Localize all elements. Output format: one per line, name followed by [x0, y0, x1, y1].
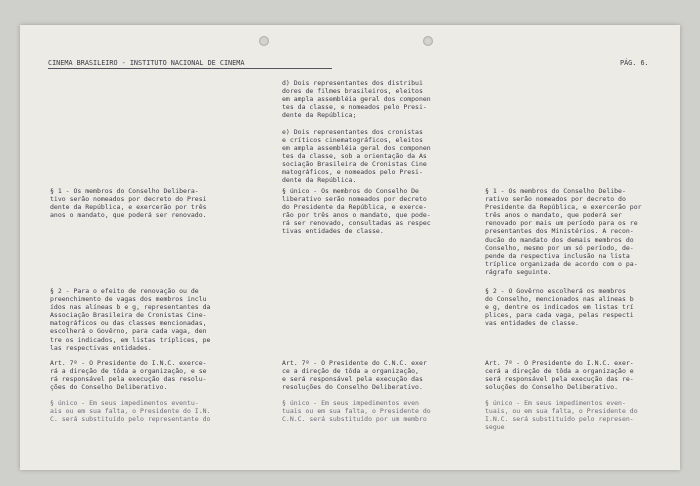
top-block-clauses: d) Dois representantes dos distribui dores de filmes brasileiros, eleitos em ampla assembléia geral dos componen tes da classe, e nomeados pelo Presi- dente da República; e) Dois representantes dos cronistas e críticos cinematográficos, eleitos em ampla assembléia geral dos componen tes da classe, sob a orientação da As sociação Brasileira de Cronistas Cine matográficos, e nomeados pelo Presi- dente da República.	[282, 79, 431, 185]
punch-hole-left	[259, 36, 269, 46]
right-paragraph-1: § 1 - Os membros do Conselho Delibe- rativo serão nomeados por decreto do Presidente da República, e exercerão por três anos o mandato, que poderá ser renovado por mais um período para os re presentantes dos Ministérios. A recon- ducão do mandato dos demais membros do Conselho, mesmo por um só período, de- pende da respectiva inclusão na lista tríplice organizada de acordo com o pa- rágrafo seguinte.	[485, 187, 642, 276]
header-underline	[48, 68, 332, 69]
punch-hole-right	[423, 36, 433, 46]
left-paragraph-2: § 2 - Para o efeito de renovação ou de preenchimento de vagas dos membros inclu ídos nas alíneas b e g, representantes da Associação Brasileira de Cronistas Cine- matográficos ou das classes mencionadas, escolherá o Govêrno, para cada vaga, den tre os indicados, em listas tríplices, pe las respectivas entidades.	[50, 287, 211, 352]
left-paragraph-1: § 1 - Os membros do Conselho Delibera- tivo serão nomeados por decreto do Presi dente da República, e exercerão por três anos o mandato, que poderá ser renovado.	[50, 187, 207, 220]
middle-article-7: Art. 7º - O Presidente do C.N.C. exer ce a direção de tôda a organização, e será responsável pela execução das resoluções do Conselho Deliberativo.	[282, 359, 427, 392]
right-article-7: Art. 7º - O Presidente do I.N.C. exer- cerá a direção de tôda a organização e será responsável pela execução das re- soluções do Conselho Deliberativo.	[485, 359, 634, 392]
header-title: CINEMA BRASILEIRO - INSTITUTO NACIONAL DE CINEMA	[48, 59, 245, 67]
page-number: PÁG. 6.	[620, 59, 649, 67]
middle-paragraph-unico-2: § único - Em seus impedimentos even tuais ou em sua falta, o Presidente do C.N.C. será substituído por um membro	[282, 399, 431, 424]
right-paragraph-2: § 2 - O Govêrno escolherá os membros do Conselho, mencionados nas alíneas b e g, dentre os indicados em listas trí plices, para cada vaga, pelas respecti vas entidades de classe.	[485, 287, 634, 328]
right-paragraph-unico: § único - Em seus impedimentos even- tuais, ou em sua falta, o Presidente do I.N.C. será substituído pelo represen- segue	[485, 399, 638, 432]
left-article-7: Art. 7º - O Presidente do I.N.C. exerce- rá a direção de tôda a organização, e se rá responsável pela execução das resolu- ções do Conselho Deliberativo.	[50, 359, 207, 392]
left-paragraph-unico: § único - Em seus impedimentos eventu- ais ou em sua falta, o Presidente do I.N. C. será substituído pelo representante do	[50, 399, 211, 424]
middle-paragraph-unico-1: § único - Os membros do Conselho De liberativo serão nomeados por decreto do Presidente da República, e exerce- rão por três anos o mandato, que pode- rá ser renovado, consultadas as respec tivas entidades de classe.	[282, 187, 431, 236]
document-page	[20, 25, 680, 470]
